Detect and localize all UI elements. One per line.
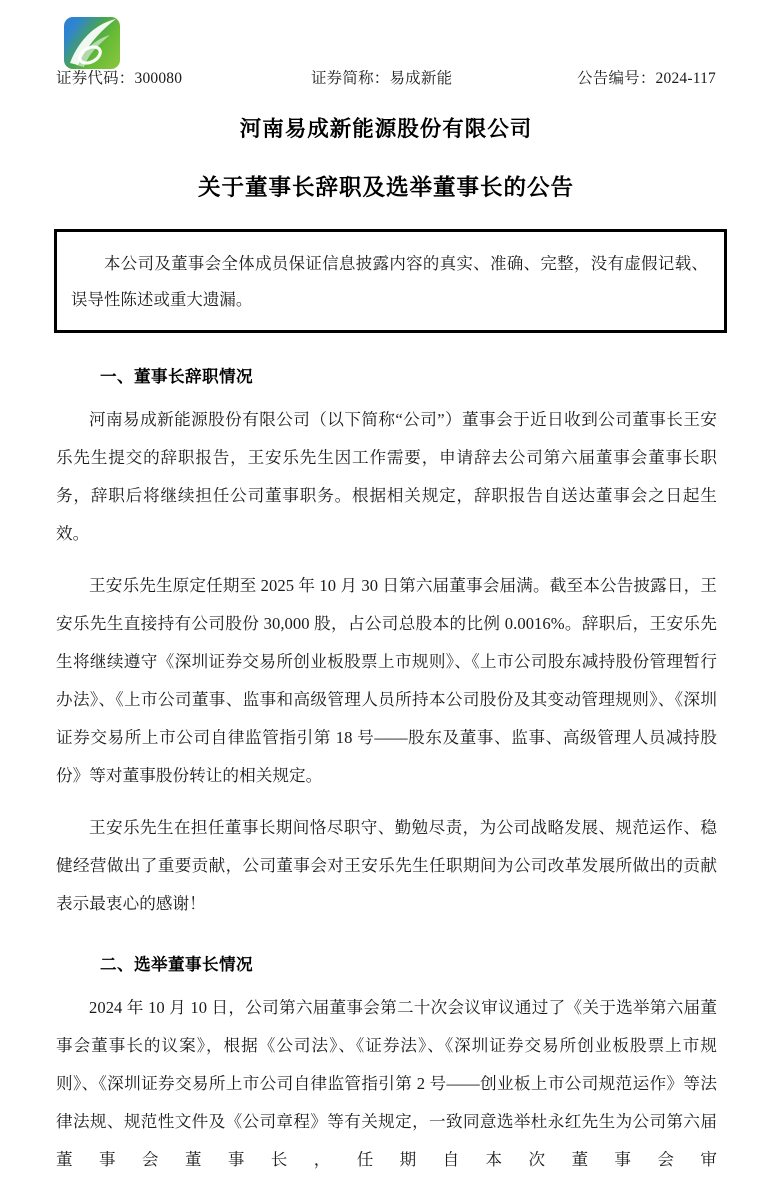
paragraph-shareholding-details: 王安乐先生原定任期至 2025 年 10 月 30 日第六届董事会届满。截至本公告披露日，王安乐先生直接持有公司股份 30,000 股，占公司总股本的比例 0.0016%。辞职后，王安乐先生将继续遵守《深圳证券交易所创业板股票上市规则》、《上市公司股东减持股份管理暂行办法》、《上市公司董事、监事和高级管理人员所持本公司股份及其变动管理规则》、《深圳证券交易所上市公司自律监管指引第 18 号——股东及董事、监事、高级管理人员减持股份》等对董事股份转让的相关规定。 <box>56 576 717 785</box>
disclaimer-text: 本公司及董事会全体成员保证信息披露内容的真实、准确、完整，没有虚假记载、误导性陈述或重大遗漏。 <box>71 254 708 309</box>
security-code: 证券代码：300080 <box>56 70 183 87</box>
document-body <box>56 363 717 1179</box>
company-logo-icon <box>64 17 120 69</box>
announcement-title: 关于董事长辞职及选举董事长的公告 <box>197 175 574 201</box>
paragraph-election-details: 2024 年 10 月 10 日，公司第六届董事会第二十次会议审议通过了《关于选举第六届董事会董事长的议案》，根据《公司法》、《证券法》、《深圳证券交易所创业板股票上市规则》、《深圳证券交易所上市公司自律监管指引第 2 号——创业板上市公司规范运作》等法律法规、规范性文件及《公司章程》等有关规定，一致同意选举杜永红先生为公司第六届董事会董事长，任期自本次董事会审 <box>56 998 717 1169</box>
section-heading-resignation: 一、董事长辞职情况 <box>100 367 253 386</box>
section-heading-election: 二、选举董事长情况 <box>100 955 253 974</box>
security-abbr: 证券简称：易成新能 <box>310 70 453 87</box>
disclaimer-box <box>54 229 727 333</box>
announcement-number: 公告编号：2024-117 <box>577 70 716 87</box>
company-name-title: 河南易成新能源股份有限公司 <box>239 117 533 142</box>
paragraph-appreciation: 王安乐先生在担任董事长期间恪尽职守、勤勉尽责，为公司战略发展、规范运作、稳健经营做出了重要贡献，公司董事会对王安乐先生任职期间为公司改革发展所做出的贡献表示最衷心的感谢！ <box>56 818 717 913</box>
document-header <box>56 66 716 88</box>
paragraph-resignation-notice: 河南易成新能源股份有限公司（以下简称“公司”）董事会于近日收到公司董事长王安乐先生提交的辞职报告，王安乐先生因工作需要，申请辞去公司第六届董事会董事长职务，辞职后将继续担任公司董事职务。根据相关规定，辞职报告自送达董事会之日起生效。 <box>56 410 717 543</box>
